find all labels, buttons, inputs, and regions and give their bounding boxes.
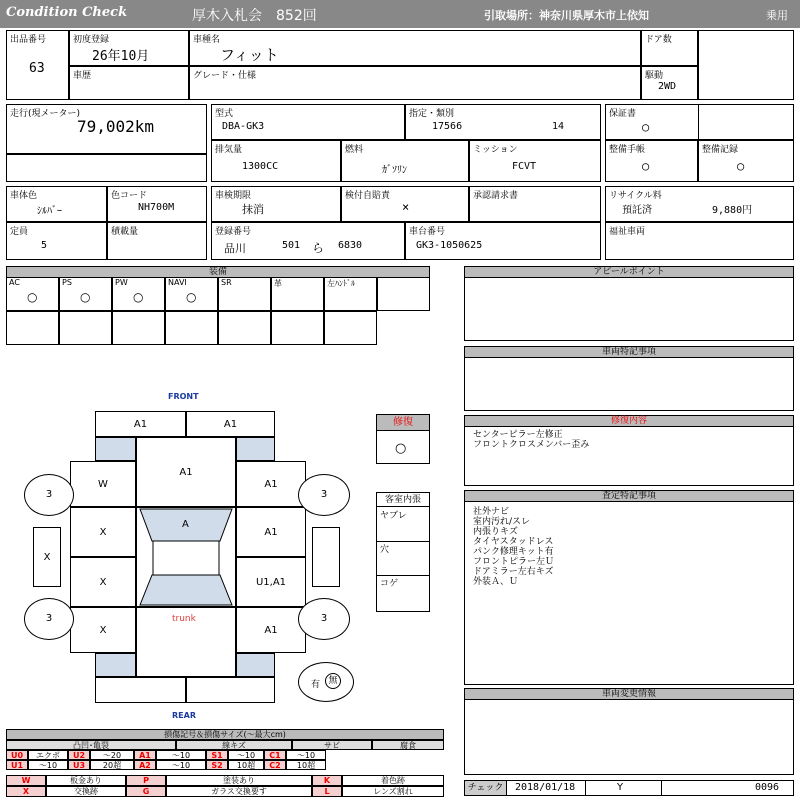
change-box [464, 699, 794, 775]
right-quarter: A1 [236, 607, 306, 653]
legend-size: 10超 [228, 760, 264, 770]
legend-size: 〜20 [90, 750, 134, 760]
right-side-panel [312, 527, 340, 587]
appeal-box [464, 277, 794, 341]
front-corner-left [95, 437, 136, 461]
equipment-cell [271, 277, 324, 311]
special-box [464, 357, 794, 411]
tire-rear-right: 3 [298, 598, 350, 640]
equipment-cell [112, 277, 165, 311]
spare-value: 無 [325, 673, 341, 689]
mileage-box [6, 104, 207, 154]
service: ○ [737, 159, 745, 173]
tire-front-right: 3 [298, 474, 350, 516]
legend-size: 〜10 [286, 750, 326, 760]
assessment-title: 査定特記事項 [464, 490, 794, 502]
assessment-line: タイヤスタッドレス [473, 537, 554, 547]
insurance: × [402, 200, 410, 214]
legend-code: S2 [206, 760, 228, 770]
doors-box [641, 30, 698, 66]
legend-mark-desc: 塗装あり [166, 775, 312, 786]
brand-title: Condition Check [6, 5, 128, 20]
legend-mark-code: G [126, 786, 166, 797]
equipment-cell [324, 277, 377, 311]
mission-label: ミッション [473, 145, 518, 155]
first-reg-label: 初度登録 [73, 35, 110, 45]
divider [585, 781, 586, 795]
interior-burn: コゲ [380, 579, 399, 589]
equipment-label: AC [9, 278, 20, 287]
equipment-cell [218, 277, 271, 311]
equipment-label: 革 [274, 279, 282, 288]
left-front-fender: W [70, 461, 136, 507]
chassis-label: 車台番号 [409, 227, 446, 237]
warranty: ○ [642, 120, 650, 134]
interior-hole: 穴 [380, 545, 390, 555]
equipment-value: ○ [80, 290, 91, 304]
fuel-box [341, 140, 469, 182]
assessment-line: 社外ナビ [473, 507, 510, 517]
fuel-label: 燃料 [345, 145, 364, 155]
reg-no-label: 登録番号 [215, 227, 252, 237]
inspection-label: 車検期限 [215, 191, 252, 201]
rear-bumper-left [95, 677, 186, 703]
legend-title: 損傷記号＆損傷サイズ(〜最大cm) [6, 729, 444, 740]
lot-box [6, 30, 69, 100]
color-code-label: 色コード [111, 191, 148, 201]
right-front-fender: A1 [236, 461, 306, 507]
check-label: チェック [465, 781, 507, 795]
legend-group-header: 凸凹･亀裂 [6, 740, 176, 750]
divider [661, 781, 662, 795]
category: 乗用 [766, 9, 788, 22]
repair-value: ○ [395, 441, 407, 456]
capacity-label: 定員 [10, 227, 29, 237]
manual-box [605, 140, 698, 182]
model-name: フィット [220, 46, 279, 64]
assessment-line: 内張りキズ [473, 527, 518, 537]
legend-code: U3 [68, 760, 90, 770]
legend-mark-code: X [6, 786, 46, 797]
equipment-title: 装備 [6, 266, 430, 278]
assessment-line: パンク修理キット有 [473, 547, 554, 557]
reg-no-box [211, 222, 405, 260]
service-label: 整備記録 [702, 145, 739, 155]
displacement: 1300CC [242, 161, 279, 172]
header-bar [0, 0, 800, 28]
reg-kana: ら [312, 241, 325, 255]
legend-code: A2 [134, 760, 156, 770]
left-quarter: X [70, 607, 136, 653]
legend-mark-code: P [126, 775, 166, 786]
equipment-label: SR [221, 278, 232, 287]
model-name-label: 車種名 [193, 35, 221, 45]
change-title: 車両変更情報 [464, 688, 794, 700]
equipment-label: NAVI [168, 278, 187, 287]
equipment-blank-cell [218, 311, 271, 345]
interior-title: 客室内張 [377, 493, 429, 507]
chassis-box [405, 222, 601, 260]
grade-label: グレード・仕様 [193, 71, 257, 81]
right-rear-door: U1,A1 [236, 557, 306, 607]
legend-group-header: サビ [292, 740, 372, 750]
right-front-door: A1 [236, 507, 306, 557]
reg-class: 501 [282, 240, 301, 251]
legend-mark-desc: ガラス交換要す [166, 786, 312, 797]
recycle-fee: 9,880円 [712, 205, 753, 216]
rear-window [140, 575, 232, 605]
capacity: 5 [41, 240, 48, 251]
legend-code: U1 [6, 760, 28, 770]
equipment-blank-cell [165, 311, 218, 345]
recycle-label: リサイクル料 [609, 191, 662, 201]
repair-content-title: 修復内容 [464, 415, 794, 427]
legend-code: U2 [68, 750, 90, 760]
first-reg-box [69, 30, 189, 66]
assessment-line: ドアミラー左右キズ [473, 567, 554, 577]
front-bumper-right: A1 [186, 411, 275, 437]
approval-label: 承認請求書 [473, 191, 519, 201]
legend-code: C1 [264, 750, 286, 760]
interior-box [376, 492, 430, 612]
special-title: 車両特記事項 [464, 346, 794, 358]
equipment-blank-cell [271, 311, 324, 345]
trunk-label: trunk [172, 614, 196, 624]
inspection: 抹消 [242, 203, 264, 216]
displacement-box [211, 140, 341, 182]
equipment-cell [59, 277, 112, 311]
auction-title: 厚木入札会 852回 [192, 8, 317, 24]
lot-label: 出品番号 [10, 35, 47, 45]
equipment-blank-cell [6, 311, 59, 345]
legend-mark-code: L [312, 786, 342, 797]
legend-code: S1 [206, 750, 228, 760]
legend-mark-code: W [6, 775, 46, 786]
history-box [69, 66, 189, 100]
equipment-label: 左ﾊﾝﾄﾞﾙ [327, 279, 355, 288]
tire-front-left: 3 [24, 474, 74, 516]
equipment-blank-cell [324, 311, 377, 345]
class: 14 [552, 121, 565, 132]
legend-mark-code: K [312, 775, 342, 786]
model-name-box [189, 30, 641, 66]
legend-size: 〜10 [156, 760, 206, 770]
footer-check [464, 780, 794, 796]
left-front-door: X [70, 507, 136, 557]
legend-size: 〜10 [156, 750, 206, 760]
legend-code: A1 [134, 750, 156, 760]
appeal-title: アピールポイント [464, 266, 794, 278]
warranty-extra-box [698, 104, 794, 140]
equipment-value: ○ [186, 290, 197, 304]
welfare-label: 福祉車両 [609, 227, 646, 237]
color-code-box [107, 186, 207, 222]
equipment-blank-cell [112, 311, 165, 345]
equipment-cell [165, 277, 218, 311]
designation-label: 指定・類別 [409, 109, 455, 119]
reg-area: 品川 [224, 242, 246, 255]
equipment-cell [6, 277, 59, 311]
rear-bumper-right [186, 677, 275, 703]
warranty-label: 保証書 [609, 109, 637, 119]
displacement-label: 排気量 [215, 145, 243, 155]
roof-value: A [182, 519, 189, 530]
assessment-box [464, 501, 794, 685]
manual: ○ [642, 159, 650, 173]
hood: A1 [136, 437, 236, 507]
drive-label: 駆動 [645, 71, 664, 81]
left-side-panel: X [33, 527, 61, 587]
fuel: ｶﾞｿﾘﾝ [382, 165, 407, 176]
repair-line: センターピラー左修正 [473, 430, 563, 440]
approval-box [469, 186, 601, 222]
drive: 2WD [658, 81, 677, 92]
designation: 17566 [432, 121, 463, 132]
rear-label: REAR [172, 711, 196, 720]
equipment-value: ○ [133, 290, 144, 304]
legend-group-header: 線キズ [176, 740, 292, 750]
pickup-location: 引取場所：神奈川県厚木市上依知 [484, 9, 649, 22]
equipment-label: PW [115, 278, 128, 287]
legend-mark-desc: レンズ割れ [342, 786, 444, 797]
mission: FCVT [512, 161, 537, 172]
blank-box-top-right [698, 30, 794, 100]
legend-code: C2 [264, 760, 286, 770]
spare-label: 有 [311, 680, 321, 690]
lot-number: 63 [29, 61, 45, 76]
doors-label: ドア数 [645, 35, 672, 45]
grade-box [189, 66, 641, 100]
equipment-extra-cell [377, 277, 430, 311]
color-box [6, 186, 107, 222]
tire-rear-left: 3 [24, 598, 74, 640]
legend-mark-desc: 板金あり [46, 775, 126, 786]
load-box [107, 222, 207, 260]
repair-line: フロントクロスメンバー歪み [473, 440, 590, 450]
repair-content-box [464, 426, 794, 486]
mileage: 79,002km [77, 117, 155, 136]
type-label: 型式 [215, 109, 234, 119]
chassis: GK3-1050625 [416, 240, 483, 251]
rear-corner-right [236, 653, 275, 677]
legend-size: 〜10 [28, 760, 68, 770]
assessment-line: 外装Ａ、Ｕ [473, 577, 519, 587]
legend-code: U0 [6, 750, 28, 760]
assessment-line: フロントピラー左Ｕ [473, 557, 555, 567]
inspector: Y [617, 782, 624, 793]
rear-corner-left [95, 653, 136, 677]
legend-group-header: 腐食 [372, 740, 444, 750]
equipment-value: ○ [27, 290, 38, 304]
repair-title: 修復 [377, 415, 429, 431]
legend-size: 〜10 [228, 750, 264, 760]
mission-box [469, 140, 601, 182]
front-bumper-left: A1 [95, 411, 186, 437]
mileage-label: 走行(現メーター) [10, 109, 81, 119]
check-number: 0096 [755, 782, 780, 793]
assessment-line: 室内汚れ/スレ [473, 517, 531, 527]
recycle-box [605, 186, 794, 222]
first-reg: 26年10月 [92, 49, 150, 64]
left-rear-door: X [70, 557, 136, 607]
check-date: 2018/01/18 [515, 782, 576, 793]
equipment-blank-cell [59, 311, 112, 345]
recycle-status: 預託済 [622, 205, 652, 216]
legend-mark-desc: 着色跡 [342, 775, 444, 786]
welfare-box [605, 222, 794, 260]
legend-size: エクボ [28, 750, 68, 760]
legend-mark-desc: 交換跡 [46, 786, 126, 797]
drive-box [641, 66, 698, 100]
color-label: 車体色 [10, 191, 38, 201]
inspection-box [211, 186, 341, 222]
equipment-label: PS [62, 278, 72, 287]
spare-tire [298, 662, 354, 702]
designation-box [405, 104, 601, 140]
color-code: NH700M [138, 202, 175, 213]
front-corner-right [236, 437, 275, 461]
repair-box [376, 414, 430, 464]
service-box [698, 140, 794, 182]
legend-size: 10超 [286, 760, 326, 770]
capacity-box [6, 222, 107, 260]
interior-tear: ヤブレ [380, 511, 407, 521]
load-label: 積載量 [111, 227, 139, 237]
insurance-label: 検付自賠責 [345, 191, 391, 201]
type-box [211, 104, 405, 140]
front-label: FRONT [168, 392, 199, 401]
roof-panel [153, 541, 219, 575]
manual-label: 整備手帳 [609, 145, 646, 155]
insurance-box [341, 186, 469, 222]
legend-size: 20超 [90, 760, 134, 770]
reg-num: 6830 [338, 240, 363, 251]
type: DBA-GK3 [222, 121, 265, 132]
color: ｼﾙﾊﾞｰ [37, 206, 62, 217]
mileage-sub-box [6, 154, 207, 182]
history-label: 車歴 [73, 71, 92, 81]
